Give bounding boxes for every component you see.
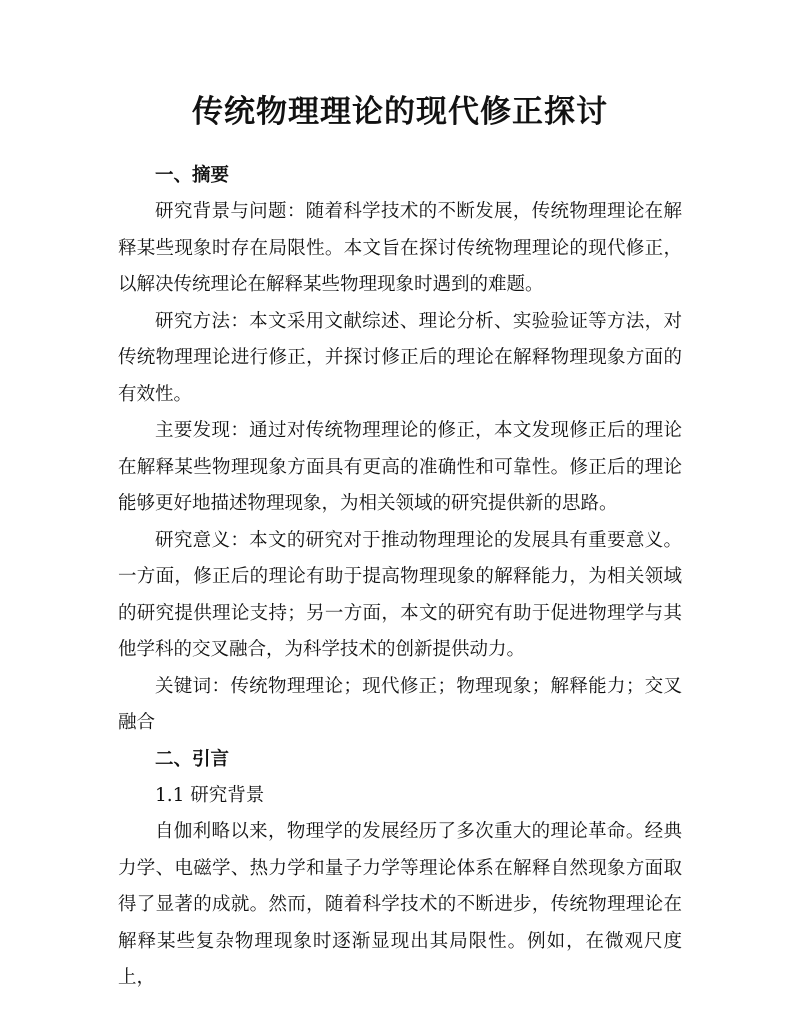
research-background-subheading: 1.1 研究背景	[155, 784, 265, 806]
abstract-significance-paragraph: 研究意义：本文的研究对于推动物理理论的发展具有重要意义。一方面，修正后的理论有助于提高物理现象的解释能力，为相关领域的研究提供理论支持；另一方面，本文的研究有助于促进物理学与其他学科的交叉融合，为科学技术的创新提供动力。	[118, 529, 682, 660]
abstract-keywords-paragraph: 关键词：传统物理理论；现代修正；物理现象；解释能力；交叉融合	[118, 675, 682, 733]
abstract-findings-paragraph: 主要发现：通过对传统物理理论的修正，本文发现修正后的理论在解释某些物理现象方面具有更高的准确性和可靠性。修正后的理论能够更好地描述物理现象，为相关领域的研究提供新的思路。	[118, 420, 682, 514]
introduction-heading: 二、引言	[155, 748, 230, 770]
abstract-background-paragraph: 研究背景与问题：随着科学技术的不断发展，传统物理理论在解释某些现象时存在局限性。本文旨在探讨传统物理理论的现代修正，以解决传统理论在解释某些物理现象时遇到的难题。	[118, 201, 682, 295]
document-title: 传统物理理论的现代修正探讨	[192, 94, 608, 130]
introduction-paragraph: 自伽利略以来，物理学的发展经历了多次重大的理论革命。经典力学、电磁学、热力学和量子力学等理论体系在解释自然现象方面取得了显著的成就。然而，随着科学技术的不断进步，传统物理理论在解释某些复杂物理现象时逐渐显现出其局限性。例如，在微观尺度上，	[118, 821, 682, 988]
abstract-method-paragraph: 研究方法：本文采用文献综述、理论分析、实验验证等方法，对传统物理理论进行修正，并探讨修正后的理论在解释物理现象方面的有效性。	[118, 310, 682, 405]
abstract-heading: 一、摘要	[155, 165, 230, 186]
